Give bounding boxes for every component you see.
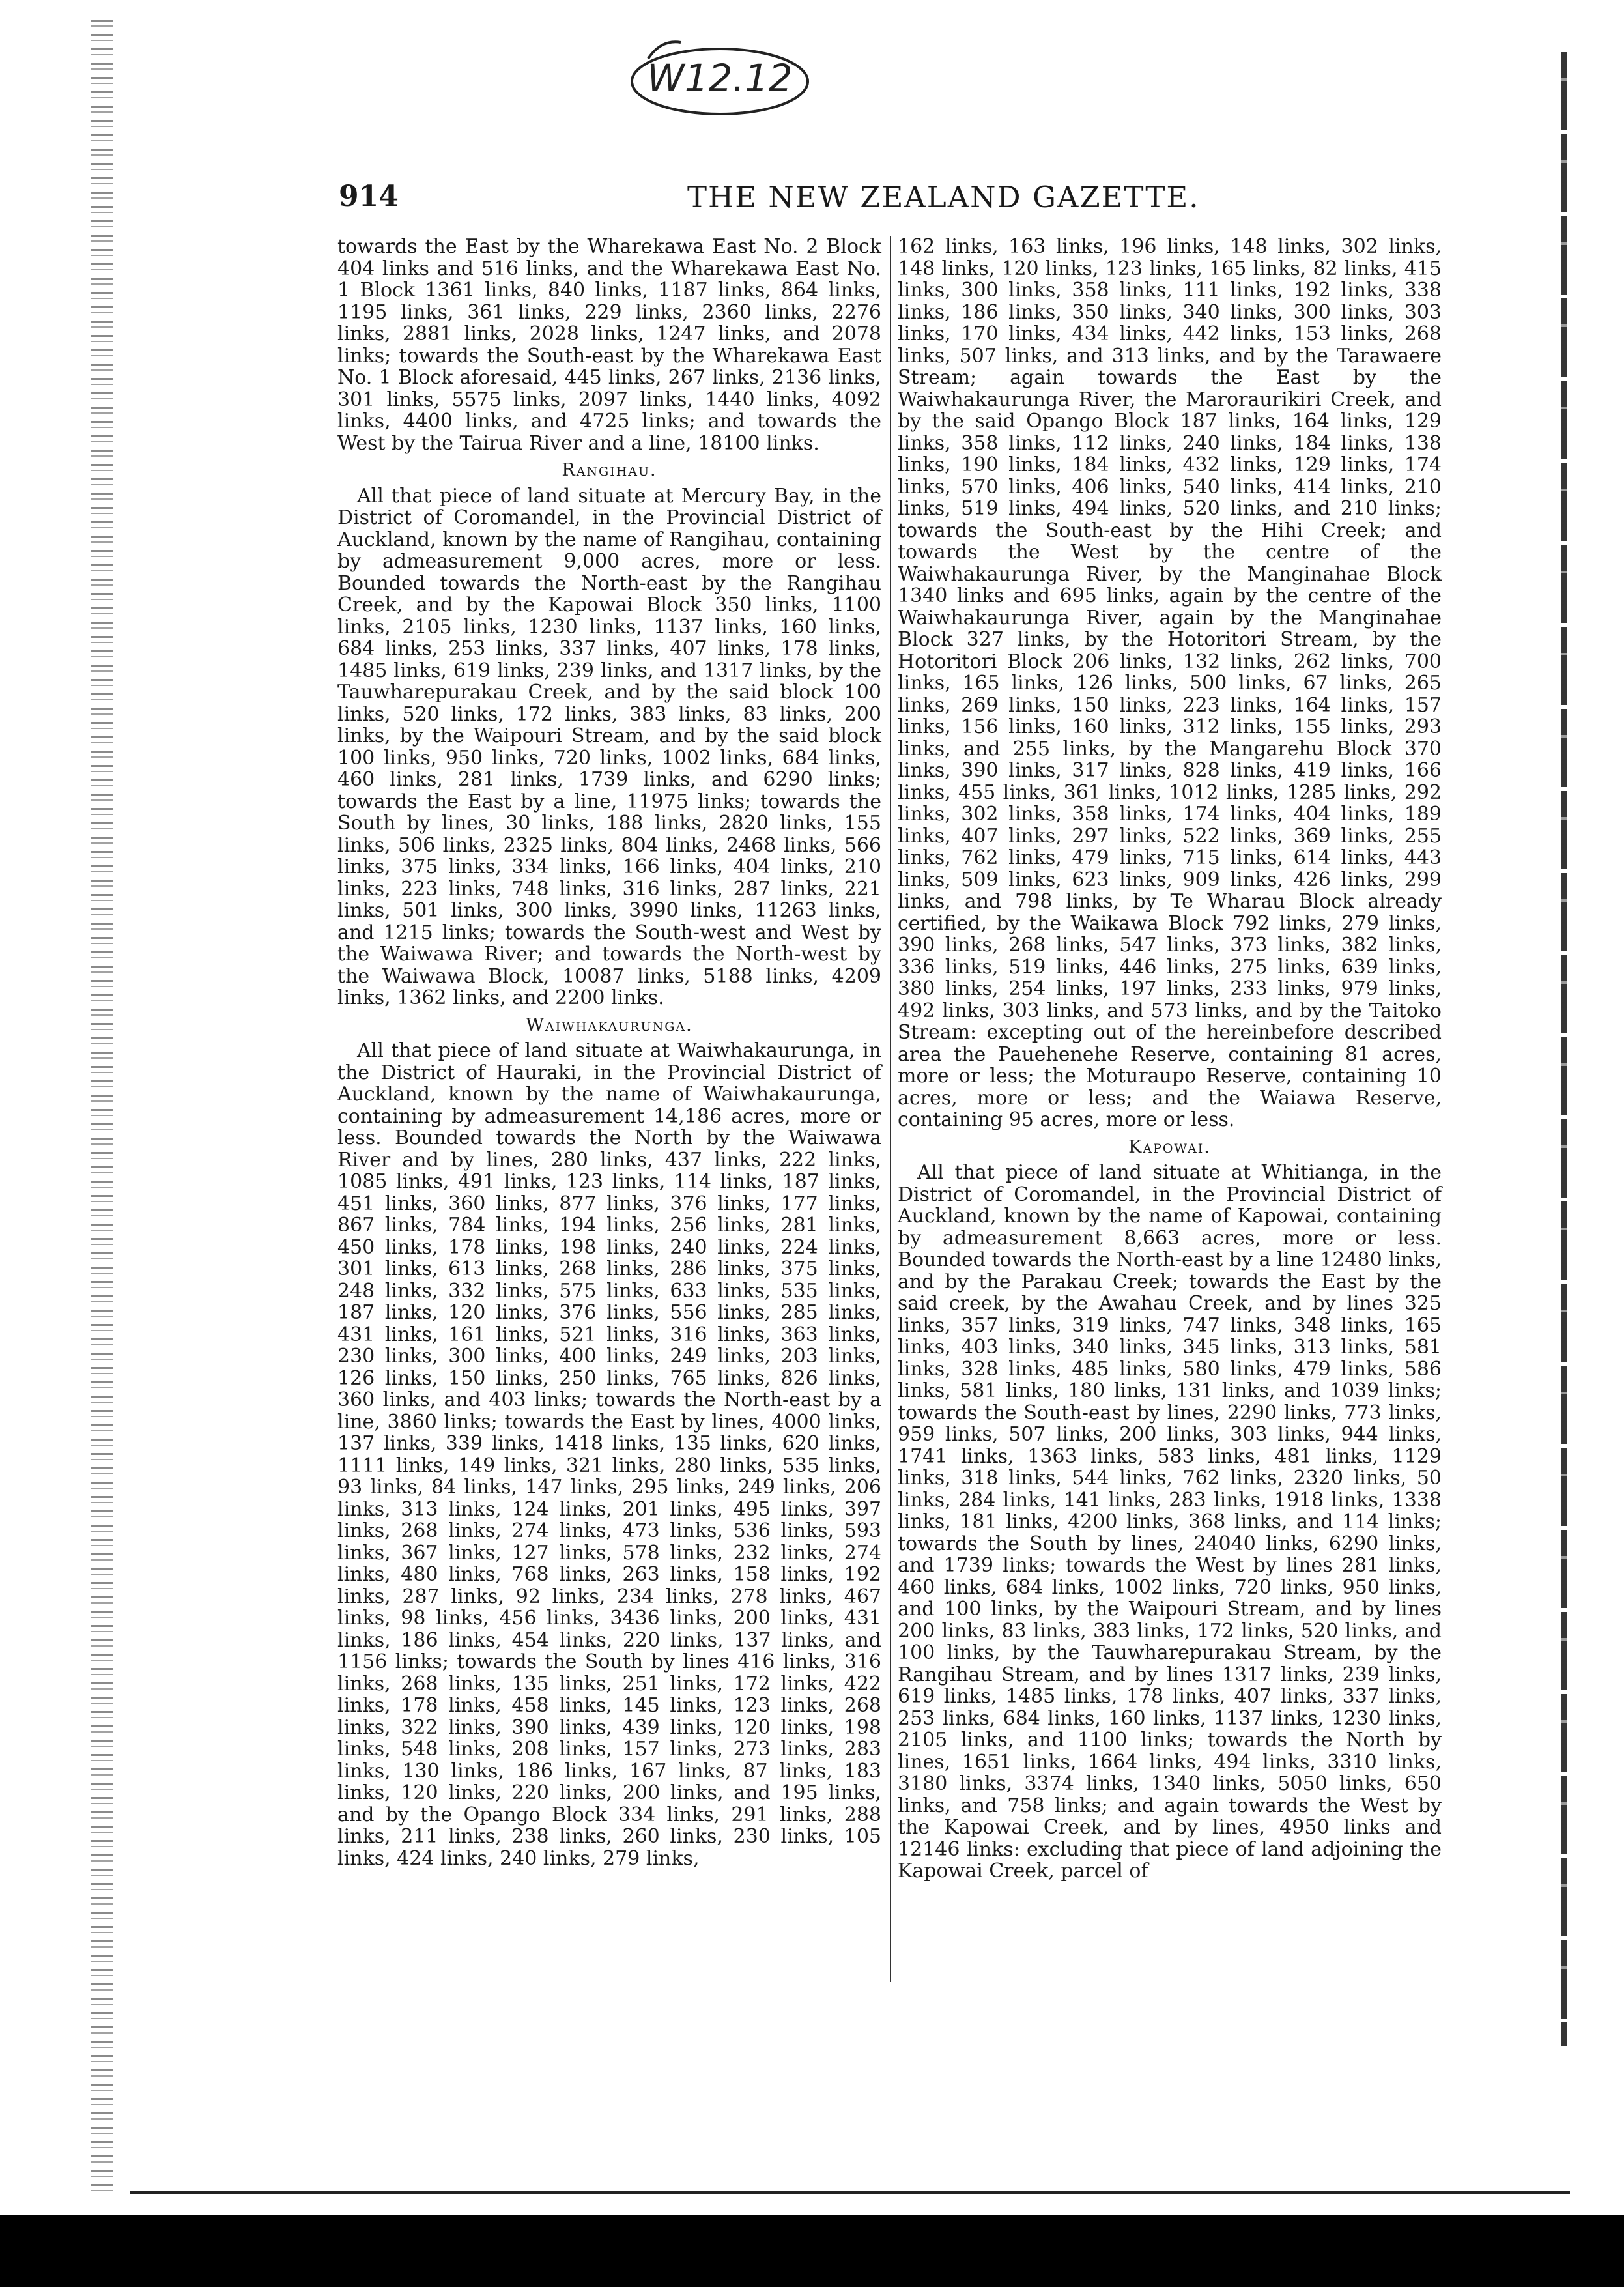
bottom-rule <box>130 2191 1570 2194</box>
kapowai-paragraph: All that piece of land situate at Whitianga, in the District of Coromandel, in the Provincial District of Auckland, known by the name of Kapowai, containing by admeasurement 8,663 acres, more or less. Bounded towards the North-east by a line 12480 links, and by the Parakau Creek; towards the East by the said creek, by the Awahau Creek, and by lines 325 links, 357 links, 319 links, 747 links, 348 links, 165 links, 403 links, 340 links, 345 links, 313 links, 581 links, 328 links, 485 links, 580 links, 479 links, 586 links, 581 links, 180 links, 131 links, and 1039 links; towards the South-east by lines, 2290 links, 773 links, 959 links, 507 links, 200 links, 303 links, 944 links, 1741 links, 1363 links, 583 links, 481 links, 1129 links, 318 links, 544 links, 762 links, 2320 links, 50 links, 284 links, 141 links, 283 links, 1918 links, 1338 links, 181 links, 4200 links, 368 links, and 114 links; towards the South by lines, 24040 links, 6290 links, and 1739 links; towards the West by lines 281 links, 460 links, 684 links, 1002 links, 720 links, 950 links, and 100 links, by the Waipouri Stream, and by lines 200 links, 83 links, 383 links, 172 links, 520 links, and 100 links, by the Tauwharepurakau Stream, by the Rangihau Stream, and by lines 1317 links, 239 links, 619 links, 1485 links, 178 links, 407 links, 337 links, 253 links, 684 links, 160 links, 1137 links, 1230 links, 2105 links, and 1100 links; towards the North by lines, 1651 links, 1664 links, 494 links, 3310 links, 3180 links, 3374 links, 1340 links, 5050 links, 650 links, and 758 links; and again towards the West by the Kapowai Creek, and by lines, 4950 links and 12146 links: excluding that piece of land adjoining the Kapowai Creek, parcel of <box>898 1161 1442 1882</box>
scan-bottom-bar <box>0 2215 1624 2287</box>
page-number: 914 <box>339 180 399 213</box>
stamp-text: W12.12 <box>647 56 793 100</box>
intro-paragraph: towards the East by the Wharekawa East No. 2 Block 404 links and 516 links, and the Wharekawa East No. 1 Block 1361 links, 840 links, 1187 links, 864 links, 1195 links, 361 links, 229 links, 2360 links, 2276 links, 2881 links, 2028 links, 1247 links, and 2078 links; towards the South-east by the Wharekawa East No. 1 Block aforesaid, 445 links, 267 links, 2136 links, 301 links, 5575 links, 2097 links, 1440 links, 4092 links, 4400 links, and 4725 links; and towards the West by the Tairua River and a line, 18100 links. <box>337 235 881 455</box>
section-heading-waiwhakaurunga: Waiwhakaurunga. <box>526 1014 693 1035</box>
page-title: THE NEW ZEALAND GAZETTE. <box>687 180 1200 214</box>
scan-right-edge <box>1561 52 1567 2046</box>
column-divider <box>890 236 891 1982</box>
waiwhakaurunga-paragraph: All that piece of land situate at Waiwhakaurunga, in the District of Hauraki, in the Provincial District of Auckland, known by the name of Waiwhakaurunga, containing by admeasurement 14,186 acres, more or less. Bounded towards the North by the Waiwawa River and by lines, 280 links, 437 links, 222 links, 1085 links, 491 links, 123 links, 114 links, 187 links, 451 links, 360 links, 877 links, 376 links, 177 links, 867 links, 784 links, 194 links, 256 links, 281 links, 450 links, 178 links, 198 links, 240 links, 224 links, 301 links, 613 links, 268 links, 286 links, 375 links, 248 links, 332 links, 575 links, 633 links, 535 links, 187 links, 120 links, 376 links, 556 links, 285 links, 431 links, 161 links, 521 links, 316 links, 363 links, 230 links, 300 links, 400 links, 249 links, 203 links, 126 links, 150 links, 250 links, 765 links, 826 links, 360 links, and 403 links; towards the North-east by a line, 3860 links; towards the East by lines, 4000 links, 137 links, 339 links, 1418 links, 135 links, 620 links, 1111 links, 149 links, 321 links, 280 links, 535 links, 93 links, 84 links, 147 links, 295 links, 249 links, 206 links, 313 links, 124 links, 201 links, 495 links, 397 links, 268 links, 274 links, 473 links, 536 links, 593 links, 367 links, 127 links, 578 links, 232 links, 274 links, 480 links, 768 links, 263 links, 158 links, 192 links, 287 links, 92 links, 234 links, 278 links, 467 links, 98 links, 456 links, 3436 links, 200 links, 431 links, 186 links, 454 links, 220 links, 137 links, and 1156 links; towards the South by lines 416 links, 316 links, 268 links, 135 links, 251 links, 172 links, 422 links, 178 links, 458 links, 145 links, 123 links, 268 links, 322 links, 390 links, 439 links, 120 links, 198 links, 548 links, 208 links, 157 links, 273 links, 283 links, 130 links, 186 links, 167 links, 87 links, 183 links, 120 links, 220 links, 200 links, and 195 links, and by the Opango Block 334 links, 291 links, 288 links, 211 links, 238 links, 260 links, 230 links, 105 links, 424 links, 240 links, 279 links, <box>337 1039 881 1870</box>
section-heading-rangihau: Rangihau. <box>562 460 657 480</box>
page-header <box>339 180 1462 219</box>
rangihau-paragraph: All that piece of land situate at Mercury Bay, in the District of Coromandel, in the Provincial District of Auckland, known by the name of Rangihau, containing by admeasurement 9,000 acres, more or less. Bounded towards the North-east by the Rangihau Creek, and by the Kapowai Block 350 links, 1100 links, 2105 links, 1230 links, 1137 links, 160 links, 684 links, 253 links, 337 links, 407 links, 178 links, 1485 links, 619 links, 239 links, and 1317 links, by the Tauwharepurakau Creek, and by the said block 100 links, 520 links, 172 links, 383 links, 83 links, 200 links, by the Waipouri Stream, and by the said block 100 links, 950 links, 720 links, 1002 links, 684 links, 460 links, 281 links, 1739 links, and 6290 links; towards the East by a line, 11975 links; towards the South by lines, 30 links, 188 links, 2820 links, 155 links, 506 links, 2325 links, 804 links, 2468 links, 566 links, 375 links, 334 links, 166 links, 404 links, 210 links, 223 links, 748 links, 316 links, 287 links, 221 links, 501 links, 300 links, 3990 links, 11263 links, and 1215 links; towards the South-west and West by the Waiwawa River; and towards the North-west by the Waiwawa Block, 10087 links, 5188 links, 4209 links, 1362 links, and 2200 links. <box>337 484 881 1009</box>
scan-left-edge <box>91 20 113 2196</box>
continuation-paragraph: 162 links, 163 links, 196 links, 148 links, 302 links, 148 links, 120 links, 123 links, 165 links, 82 links, 415 links, 300 links, 358 links, 111 links, 192 links, 338 links, 186 links, 350 links, 340 links, 300 links, 303 links, 170 links, 434 links, 442 links, 153 links, 268 links, 507 links, and 313 links, and by the Tarawaere Stream; again towards the East by the Waiwhakaurunga River, the Maroraurikiri Creek, and by the said Opango Block 187 links, 164 links, 129 links, 358 links, 112 links, 240 links, 184 links, 138 links, 190 links, 184 links, 432 links, 129 links, 174 links, 570 links, 406 links, 540 links, 414 links, 210 links, 519 links, 494 links, 520 links, and 210 links; towards the South-east by the Hihi Creek; and towards the West by the centre of the Waiwhakaurunga River, by the Manginahae Block 1340 links and 695 links, again by the centre of the Waiwhakaurunga River, again by the Manginahae Block 327 links, by the Hotoritori Stream, by the Hotoritori Block 206 links, 132 links, 262 links, 700 links, 165 links, 126 links, 500 links, 67 links, 265 links, 269 links, 150 links, 223 links, 164 links, 157 links, 156 links, 160 links, 312 links, 155 links, 293 links, and 255 links, by the Mangarehu Block 370 links, 390 links, 317 links, 828 links, 419 links, 166 links, 455 links, 361 links, 1012 links, 1285 links, 292 links, 302 links, 358 links, 174 links, 404 links, 189 links, 407 links, 297 links, 522 links, 369 links, 255 links, 762 links, 479 links, 715 links, 614 links, 443 links, 509 links, 623 links, 909 links, 426 links, 299 links, and 798 links, by Te Wharau Block already certified, by the Waikawa Block 792 links, 279 links, 390 links, 268 links, 547 links, 373 links, 382 links, 336 links, 519 links, 446 links, 275 links, 639 links, 380 links, 254 links, 197 links, 233 links, 979 links, 492 links, 303 links, and 573 links, and by the Taitoko Stream: excepting out of the hereinbefore described area the Pauehenehe Reserve, containing 81 acres, more or less; the Moturaupo Reserve, containing 10 acres, more or less; and the Waiawa Reserve, containing 95 acres, more or less. <box>898 235 1442 1131</box>
left-column <box>337 236 881 2184</box>
right-column <box>898 236 1442 2184</box>
section-heading-kapowai: Kapowai. <box>1128 1136 1211 1157</box>
handwritten-stamp <box>622 29 818 127</box>
